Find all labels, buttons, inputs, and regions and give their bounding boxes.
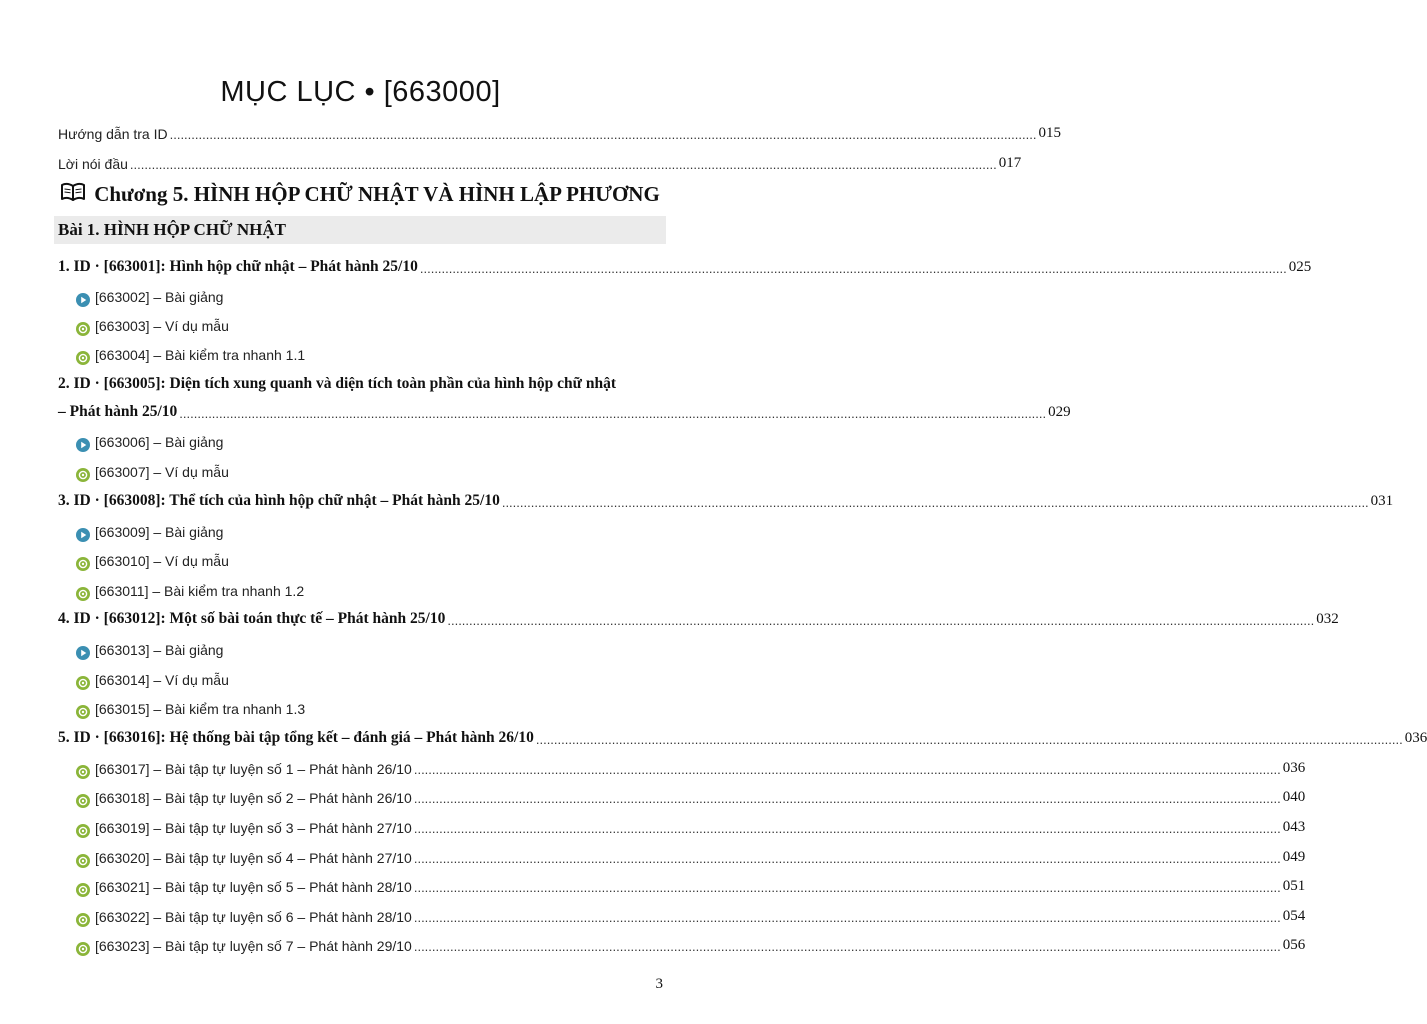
quiz-icon — [76, 468, 90, 482]
section-prefix: 5. ID · — [58, 729, 104, 746]
dot-leader: ................................................................................................................................................................................................................................................ — [413, 880, 1281, 895]
quiz-icon — [76, 557, 90, 571]
section-prefix: 4. ID · — [58, 610, 104, 627]
quiz-icon — [76, 794, 90, 808]
toc-item[interactable] — [76, 664, 662, 688]
toc-item-label: [663006] – Bài giảng — [95, 434, 224, 450]
toc-item-label: [663020] – Bài tập tự luyện số 4 – Phát hành 27/10 — [95, 850, 412, 866]
toc-item[interactable] — [76, 426, 662, 450]
dot-leader: ................................................................................................................................................................................................................................................ — [413, 851, 1281, 866]
quiz-icon — [76, 587, 90, 601]
toc-item-label: [663009] – Bài giảng — [95, 524, 224, 540]
toc-item[interactable] — [76, 545, 662, 569]
section-id: [663005] — [103, 375, 161, 392]
toc-item-label: [663002] – Bài giảng — [95, 289, 224, 305]
lesson-title: Bài 1. HÌNH HỘP CHỮ NHẬT — [58, 220, 286, 239]
section-continuation: – Phát hành 25/10 — [58, 403, 178, 420]
toc-page: 049 — [1282, 849, 1306, 865]
toc-item[interactable] — [76, 339, 662, 363]
quiz-icon — [76, 883, 90, 897]
toc-item[interactable] — [76, 310, 662, 334]
lesson-heading[interactable] — [54, 216, 666, 244]
toc-page: 036 — [1282, 760, 1306, 776]
toc-section-2[interactable] — [58, 369, 662, 393]
toc-item[interactable] — [76, 634, 662, 658]
quiz-icon — [76, 705, 90, 719]
chapter-title: Chương 5. HÌNH HỘP CHỮ NHẬT VÀ HÌNH LẬP PHƯƠNG — [94, 181, 660, 206]
toc-page: 017 — [998, 155, 1022, 171]
toc-section-3[interactable] — [58, 486, 1394, 510]
dot-leader: ................................................................................................................................................................................................................................................ — [413, 821, 1281, 836]
section-title: : Hình hộp chữ nhật – Phát hành 25/10 — [160, 258, 418, 275]
toc-page: 029 — [1048, 404, 1071, 420]
quiz-icon — [76, 824, 90, 838]
toc-item-label: [663021] – Bài tập tự luyện số 5 – Phát hành 28/10 — [95, 879, 412, 895]
toc-item-label: [663019] – Bài tập tự luyện số 3 – Phát hành 27/10 — [95, 820, 412, 836]
toc-item-label: [663011] – Bài kiểm tra nhanh 1.2 — [95, 583, 305, 599]
toc-page: 036 — [1404, 730, 1427, 746]
toc-section-5[interactable] — [58, 723, 1427, 747]
toc-item[interactable] — [76, 753, 1306, 777]
quiz-icon — [76, 913, 90, 927]
toc-item-label: [663017] – Bài tập tự luyện số 1 – Phát hành 26/10 — [95, 761, 412, 777]
dot-leader: ................................................................................................................................................................................................................................................ — [169, 127, 1037, 142]
dot-leader: ................................................................................................................................................................................................................................................ — [179, 406, 1047, 421]
toc-item-label: [663022] – Bài tập tự luyện số 6 – Phát hành 28/10 — [95, 909, 412, 925]
quiz-icon — [76, 854, 90, 868]
toc-section-1[interactable] — [58, 252, 1312, 276]
toc-row-guide[interactable] — [58, 118, 1061, 142]
toc-item[interactable] — [76, 782, 1306, 806]
toc-item[interactable] — [76, 842, 1306, 866]
book-icon — [60, 182, 86, 208]
dot-leader: ................................................................................................................................................................................................................................................ — [413, 791, 1281, 806]
toc-item[interactable] — [76, 812, 1306, 836]
quiz-icon — [76, 942, 90, 956]
quiz-icon — [76, 765, 90, 779]
section-id: [663012] — [103, 610, 161, 627]
toc-page: 031 — [1370, 493, 1394, 509]
dot-leader: ................................................................................................................................................................................................................................................ — [535, 732, 1403, 747]
toc-page: 051 — [1282, 878, 1306, 894]
toc-section-2-continuation[interactable] — [58, 397, 1071, 421]
toc-item[interactable] — [76, 693, 662, 717]
dot-leader: ................................................................................................................................................................................................................................................ — [413, 910, 1281, 925]
toc-item[interactable] — [76, 456, 662, 480]
dot-leader: ................................................................................................................................................................................................................................................ — [129, 157, 997, 172]
quiz-icon — [76, 322, 90, 336]
section-id: [663008] — [103, 492, 161, 509]
section-title: : Hệ thống bài tập tổng kết – đánh giá – Phát hành 26/10 — [160, 729, 534, 746]
toc-item[interactable] — [76, 901, 1306, 925]
section-title: : Thể tích của hình hộp chữ nhật – Phát hành 25/10 — [160, 492, 500, 509]
play-icon — [76, 293, 90, 307]
toc-page: 043 — [1282, 819, 1306, 835]
toc-item[interactable] — [76, 516, 662, 540]
dot-leader: ................................................................................................................................................................................................................................................ — [419, 261, 1287, 276]
section-id: [663016] — [103, 729, 161, 746]
toc-page: 015 — [1038, 125, 1061, 141]
toc-item-label: [663010] – Ví dụ mẫu — [95, 553, 229, 569]
quiz-icon — [76, 351, 90, 365]
play-icon — [76, 528, 90, 542]
toc-row-preface[interactable] — [58, 148, 1022, 172]
dot-leader: ................................................................................................................................................................................................................................................ — [447, 613, 1315, 628]
toc-label: Hướng dẫn tra ID — [58, 126, 168, 142]
section-prefix: 2. ID · — [58, 375, 104, 392]
dot-leader: ................................................................................................................................................................................................................................................ — [413, 939, 1281, 954]
toc-item-label: [663013] – Bài giảng — [95, 642, 224, 658]
page-number: 3 — [655, 976, 663, 992]
section-prefix: 1. ID · — [58, 258, 104, 275]
toc-page: 025 — [1288, 259, 1312, 275]
quiz-icon — [76, 676, 90, 690]
toc-item-label: [663004] – Bài kiểm tra nhanh 1.1 — [95, 347, 306, 363]
play-icon — [76, 438, 90, 452]
section-id: [663001] — [103, 258, 161, 275]
toc-page: 054 — [1282, 908, 1306, 924]
page-title: MỤC LỤC • [663000] — [220, 76, 501, 108]
toc-item[interactable] — [76, 281, 662, 305]
toc-page: 032 — [1316, 611, 1339, 627]
toc-item[interactable] — [76, 575, 662, 599]
toc-label: Lời nói đầu — [58, 156, 128, 172]
toc-item-label: [663015] – Bài kiểm tra nhanh 1.3 — [95, 701, 306, 717]
chapter-heading[interactable] — [58, 178, 662, 210]
toc-item[interactable] — [76, 930, 1306, 954]
toc-section-4[interactable] — [58, 604, 1339, 628]
play-icon — [76, 646, 90, 660]
toc-item[interactable] — [76, 871, 1306, 895]
toc-item-label: [663003] – Ví dụ mẫu — [95, 318, 229, 334]
toc-item-label: [663014] – Ví dụ mẫu — [95, 672, 229, 688]
dot-leader: ................................................................................................................................................................................................................................................ — [501, 495, 1369, 510]
section-title: : Một số bài toán thực tế – Phát hành 25/10 — [160, 610, 446, 627]
section-title: : Diện tích xung quanh và diện tích toàn phần của hình hộp chữ nhật — [160, 375, 616, 392]
toc-item-label: [663023] – Bài tập tự luyện số 7 – Phát hành 29/10 — [95, 938, 412, 954]
dot-leader: ................................................................................................................................................................................................................................................ — [413, 762, 1281, 777]
toc-page: 040 — [1282, 789, 1306, 805]
toc-item-label: [663018] – Bài tập tự luyện số 2 – Phát hành 26/10 — [95, 790, 412, 806]
toc-item-label: [663007] – Ví dụ mẫu — [95, 464, 229, 480]
toc-page: 056 — [1282, 937, 1306, 953]
section-prefix: 3. ID · — [58, 492, 104, 509]
